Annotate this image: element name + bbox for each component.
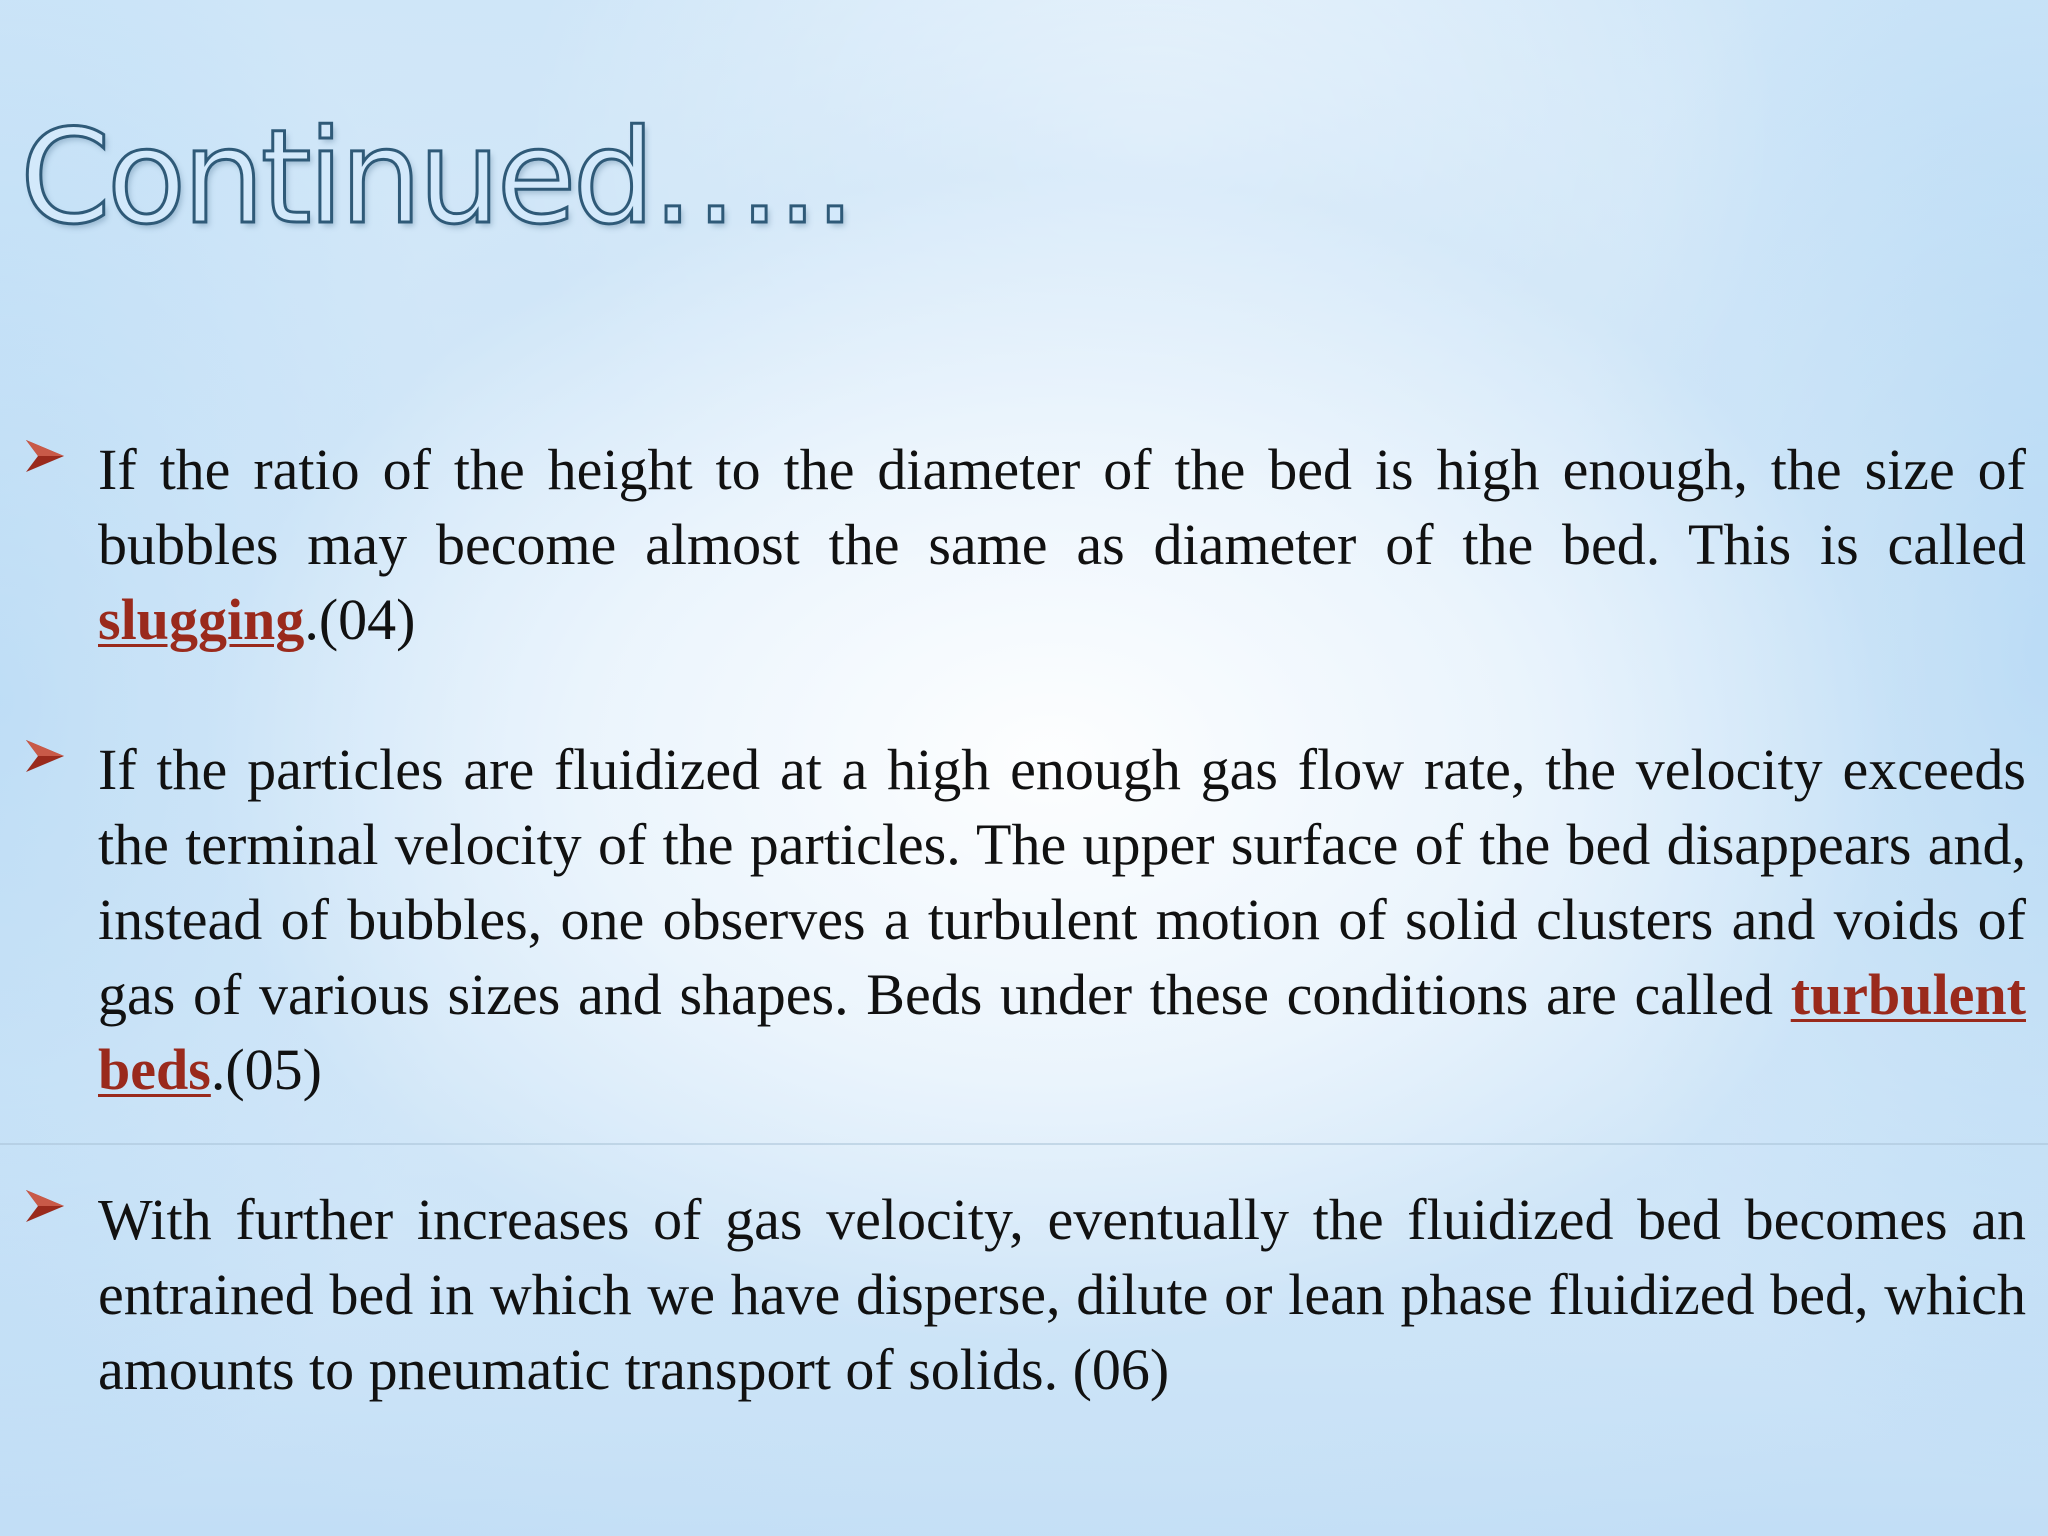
bullet-text (98, 432, 2026, 657)
term-turbulent-beds: turbulent beds (98, 962, 2026, 1102)
bullet-text-main: If the ratio of the height to the diameter of the bed is high enough, the size of bubbles may become almost the same as diameter of the bed. This is called (98, 437, 2026, 577)
bullet-text-main: With further increases of gas velocity, eventually the fluidized bed becomes an entrained bed in which we have disperse, dilute or lean phase fluidized bed, which amounts to pneumatic transport of solids. (06) (98, 1187, 2026, 1402)
slide-title: Continued….. (20, 101, 852, 253)
bullet-reference: .(04) (304, 587, 416, 652)
arrowhead-bullet-icon (24, 1188, 66, 1224)
term-slugging: slugging (98, 587, 305, 652)
bullet-text (98, 732, 2026, 1107)
bullet-reference: .(05) (210, 1037, 322, 1102)
arrowhead-bullet-icon (24, 738, 66, 774)
bullet-text-main: If the particles are fluidized at a high enough gas flow rate, the velocity exceeds the terminal velocity of the particles. The upper surface of the bed disappears and, instead of bubbles, one observes a turbulent motion of solid clusters and voids of gas of various sizes and shapes. Beds under these conditions are called (98, 737, 2026, 1027)
bullet-text (98, 1182, 2026, 1407)
arrowhead-bullet-icon (24, 438, 66, 474)
divider-line (0, 1143, 2048, 1145)
